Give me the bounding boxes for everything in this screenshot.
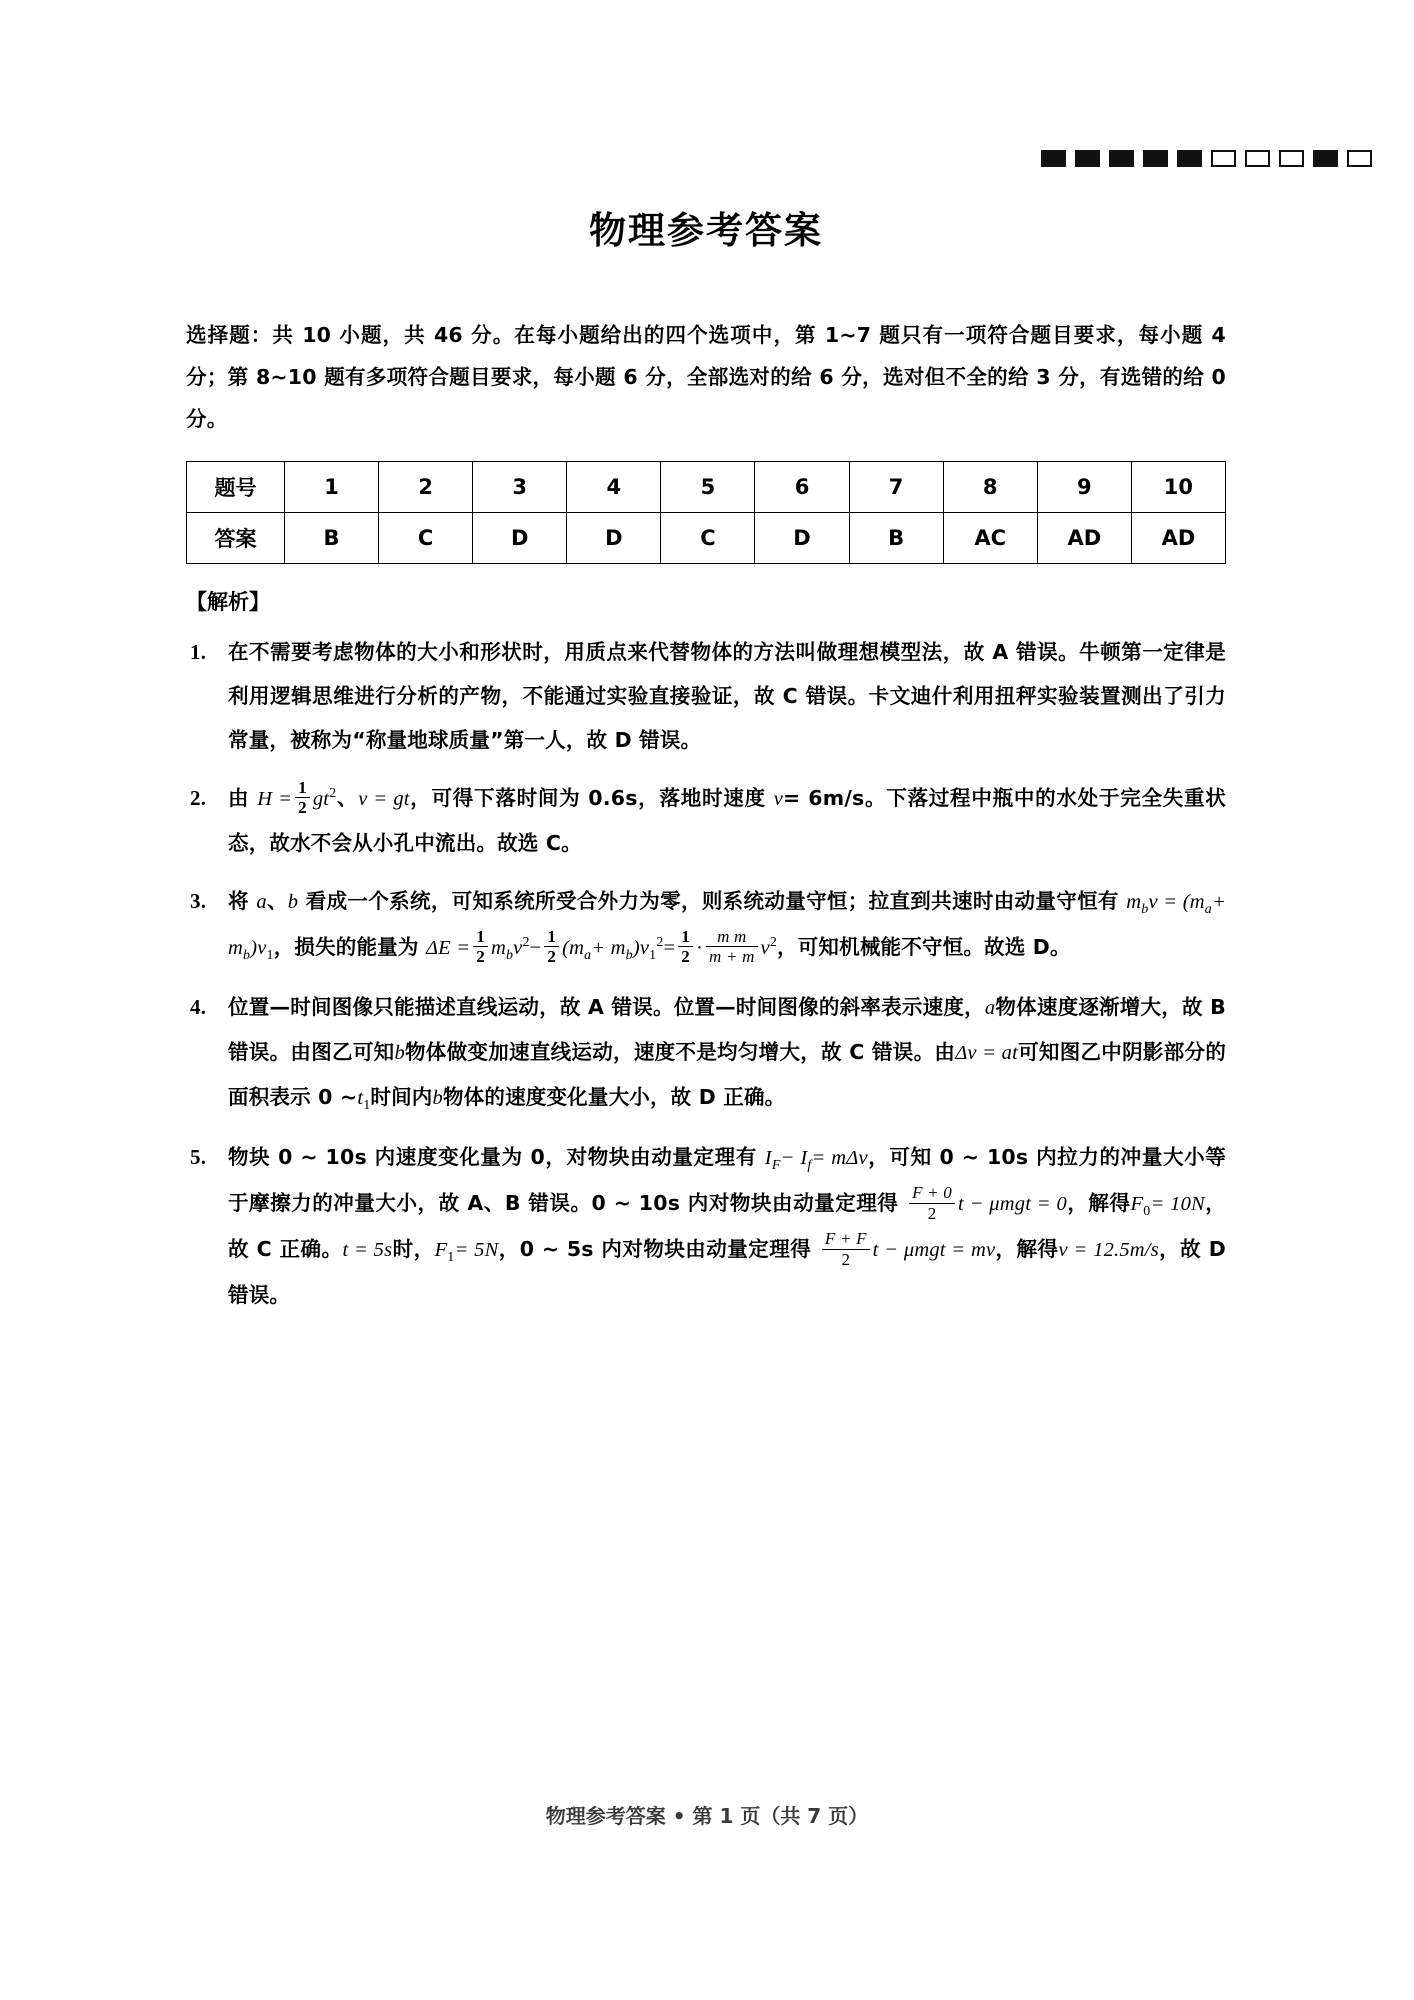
operator-equals: =	[663, 936, 676, 959]
fraction-half	[295, 778, 310, 818]
item-text-part: ，可得下落时间为 0.6s，落地时速度	[409, 785, 766, 810]
subscript: b	[625, 948, 633, 963]
fraction-force-sum	[822, 1229, 870, 1269]
answer-cell: B	[285, 512, 379, 563]
answer-cell: B	[849, 512, 943, 563]
item-text-part: = 6m/s。下落过程中瓶中的水处于完全失重状态，故水不会从小孔中流出。故选 C。	[228, 785, 1226, 855]
operator-dot: ·	[695, 936, 704, 959]
answer-cell: D	[473, 512, 567, 563]
fraction-denominator: 2	[473, 946, 488, 967]
exponent: 2	[522, 935, 530, 951]
barcode-bar	[1245, 150, 1270, 167]
barcode-bar	[1075, 150, 1100, 167]
fraction-numerator: F + F	[824, 1229, 867, 1249]
item-text-part: 时，	[392, 1237, 435, 1262]
barcode-bar	[1211, 150, 1236, 167]
row-label-question-number: 题号	[187, 461, 285, 512]
page-footer: 物理参考答案 • 第 1 页（共 7 页）	[545, 1804, 869, 1828]
formula-part: + m	[591, 936, 626, 959]
formula-part: (m	[562, 936, 585, 959]
barcode-marks	[1041, 150, 1372, 167]
formula-part: + m	[228, 890, 1226, 959]
subscript: a	[584, 948, 592, 963]
fraction-denominator: 2	[822, 1249, 870, 1270]
barcode-bar	[1313, 150, 1338, 167]
formula-part: − I	[780, 1147, 808, 1170]
analysis-heading: 【解析】	[186, 589, 270, 614]
symbol-F1: F	[434, 1239, 448, 1262]
fraction-force	[909, 1183, 955, 1223]
subscript: f	[807, 1158, 812, 1174]
item-number: 3.	[190, 888, 207, 913]
fraction-numerator: F + 0	[912, 1183, 952, 1203]
item-text-part: 由	[228, 785, 250, 810]
exponent: 2	[769, 935, 778, 951]
barcode-bar	[1279, 150, 1304, 167]
subscript: b	[505, 948, 514, 963]
item-text-part: ，解得	[1066, 1191, 1131, 1216]
answer-cell: AD	[1037, 512, 1131, 563]
answer-cell: D	[567, 512, 661, 563]
item-text: 在不需要考虑物体的大小和形状时，用质点来代替物体的方法叫做理想模型法，故 A 错误。牛顿第一定律是利用逻辑思维进行分析的产物，不能通过实验直接验证，故 C 错误。卡文迪什利用扭秤实验装置测出了引力常量，被称为“称量地球质量”第一人，故 D 错误。	[228, 639, 1226, 752]
formula-part: v	[760, 936, 770, 959]
formula-separator: 、	[336, 785, 359, 810]
formula-part: )v	[250, 936, 267, 959]
barcode-bar	[1143, 150, 1168, 167]
fraction-mass-ratio	[706, 927, 758, 967]
list-item	[186, 630, 1226, 762]
item-text-part: 物体的速度变化量大小，故 D 正确。	[442, 1085, 786, 1110]
item-text-part: ，故 C 正确。	[228, 1191, 1226, 1262]
answer-cell: D	[755, 512, 849, 563]
subscript: 1	[649, 948, 657, 963]
formula-part: = mΔv	[811, 1147, 868, 1170]
item-text-part: ，损失的能量为	[273, 934, 419, 959]
item-text-part: 将	[228, 888, 249, 913]
subscript: b	[1141, 901, 1149, 917]
formula-gt: gt	[312, 787, 330, 810]
formula-part: = 10N	[1150, 1193, 1205, 1216]
symbol-F0: F	[1130, 1193, 1144, 1216]
row-label-answer: 答案	[187, 512, 285, 563]
fraction-numerator: 1	[298, 777, 307, 797]
subscript: 0	[1143, 1204, 1151, 1220]
barcode-bar	[1177, 150, 1202, 167]
list-item	[186, 985, 1226, 1121]
formula-part: v = (m	[1148, 890, 1205, 913]
formula-delta-E: ΔE =	[425, 936, 471, 959]
question-number-cell: 1	[285, 461, 379, 512]
answer-cell: C	[379, 512, 473, 563]
item-number: 5.	[190, 1145, 207, 1170]
formula-part: = 5N	[454, 1239, 499, 1262]
formula-velocity-result: v = 12.5m/s	[1058, 1239, 1159, 1262]
subscript: 1	[266, 948, 274, 963]
question-number-cell: 7	[849, 461, 943, 512]
formula-part: m	[490, 936, 506, 959]
barcode-bar	[1347, 150, 1372, 167]
table-row	[187, 461, 1226, 512]
item-text-part: 位置—时间图像只能描述直线运动，故 A 错误。位置—时间图像的斜率表示速度，	[228, 994, 985, 1019]
symbol-v: v	[773, 787, 784, 810]
item-text-part: ，可知机械能不守恒。故选 D。	[777, 934, 1071, 959]
formula-part: t − μmgt = 0	[957, 1193, 1067, 1216]
symbol-a: a	[256, 890, 267, 913]
fraction	[678, 927, 693, 967]
operator-minus: −	[529, 936, 542, 959]
question-number-cell: 2	[379, 461, 473, 512]
symbol-b: b	[432, 1087, 443, 1110]
answer-cell: AC	[943, 512, 1037, 563]
item-text-part: 可知图乙中阴影部分的面积表示 0 ~	[228, 1040, 1227, 1110]
question-number-cell: 3	[473, 461, 567, 512]
analysis-list	[186, 630, 1226, 1318]
symbol-b: b	[287, 890, 299, 913]
list-item	[186, 1135, 1226, 1317]
fraction-denominator: 2	[909, 1203, 955, 1224]
table-row	[187, 512, 1226, 563]
fraction-numerator: m m	[717, 926, 747, 946]
list-item	[186, 776, 1226, 865]
instructions-paragraph: 选择题：共 10 小题，共 46 分。在每小题给出的四个选项中，第 1~7 题只有一项符合题目要求，每小题 4 分；第 8~10 题有多项符合题目要求，每小题 6 分，全部选对的给 6 分，选对但不全的给 3 分，有选错的给 0 分。	[186, 323, 1226, 432]
fraction-denominator: m + m	[706, 946, 758, 967]
subscript: F	[771, 1158, 781, 1174]
fraction-denominator: 2	[295, 797, 310, 818]
question-number-cell: 4	[567, 461, 661, 512]
formula-part: )v	[632, 936, 650, 959]
separator: 、	[266, 888, 288, 913]
subscript: b	[243, 948, 251, 963]
item-text-part: 看成一个系统，可知系统所受合外力为零，则系统动量守恒；拉直到共速时由动量守恒有	[305, 888, 1119, 913]
question-number-cell: 5	[661, 461, 755, 512]
item-text-part: 物块 0 ~ 10s 内速度变化量为 0，对物块由动量定理有	[228, 1145, 757, 1170]
fraction-numerator: 1	[476, 926, 485, 946]
page-title: 物理参考答案	[589, 209, 823, 252]
answer-cell: C	[661, 512, 755, 563]
question-number-cell: 10	[1131, 461, 1225, 512]
exponent: 2	[656, 935, 664, 951]
formula-exponent: 2	[329, 785, 337, 801]
fraction-numerator: 1	[681, 926, 690, 946]
answer-key-table	[186, 461, 1226, 564]
answer-cell: AD	[1131, 512, 1225, 563]
page-content	[186, 150, 1226, 1331]
item-text-part: 时间内	[370, 1085, 433, 1110]
item-text-part: 物体做变加速直线运动，速度不是均匀增大，故 C 错误。由	[404, 1040, 956, 1065]
question-number-cell: 8	[943, 461, 1037, 512]
symbol-b: b	[394, 1042, 405, 1065]
list-item	[186, 879, 1226, 971]
barcode-bar	[1041, 150, 1066, 167]
item-text-part: ，0 ~ 5s 内对物块由动量定理得	[498, 1237, 812, 1262]
symbol-a: a	[984, 996, 996, 1019]
fraction-denominator: 2	[678, 946, 693, 967]
fraction	[473, 927, 488, 967]
item-text-part: ，可知 0 ~ 10s 内拉力的冲量大小等于摩擦力的冲量大小，故 A、B 错误。0 ~ 10s 内对物块由动量定理得	[228, 1145, 1226, 1216]
formula-part: t − μmgt = mv	[872, 1239, 996, 1262]
item-text-part: ，故 D 错误。	[228, 1237, 1227, 1308]
formula-delta-v: Δv = at	[955, 1042, 1018, 1065]
subscript: 1	[363, 1098, 371, 1114]
symbol-t1: t	[357, 1087, 364, 1110]
question-number-cell: 6	[755, 461, 849, 512]
fraction-denominator: 2	[544, 946, 559, 967]
formula-part: v	[513, 936, 523, 959]
formula-time: t = 5s	[342, 1239, 393, 1262]
formula-v-eq-gt: v = gt	[358, 787, 410, 810]
item-number: 2.	[190, 785, 207, 810]
item-text-part: ，解得	[995, 1237, 1059, 1262]
item-text-part: 物体速度逐渐增大，故 B 错误。由图乙可知	[228, 994, 1226, 1065]
subscript: 1	[447, 1250, 455, 1266]
item-number: 1.	[190, 639, 207, 664]
fraction	[544, 927, 559, 967]
formula-momentum: m	[1126, 890, 1142, 913]
barcode-bar	[1109, 150, 1134, 167]
item-number: 4.	[190, 994, 207, 1019]
question-number-cell: 9	[1037, 461, 1131, 512]
formula-H-eq: H =	[257, 787, 293, 810]
subscript: a	[1204, 901, 1212, 917]
formula-impulse: I	[764, 1147, 772, 1170]
fraction-numerator: 1	[547, 926, 557, 946]
